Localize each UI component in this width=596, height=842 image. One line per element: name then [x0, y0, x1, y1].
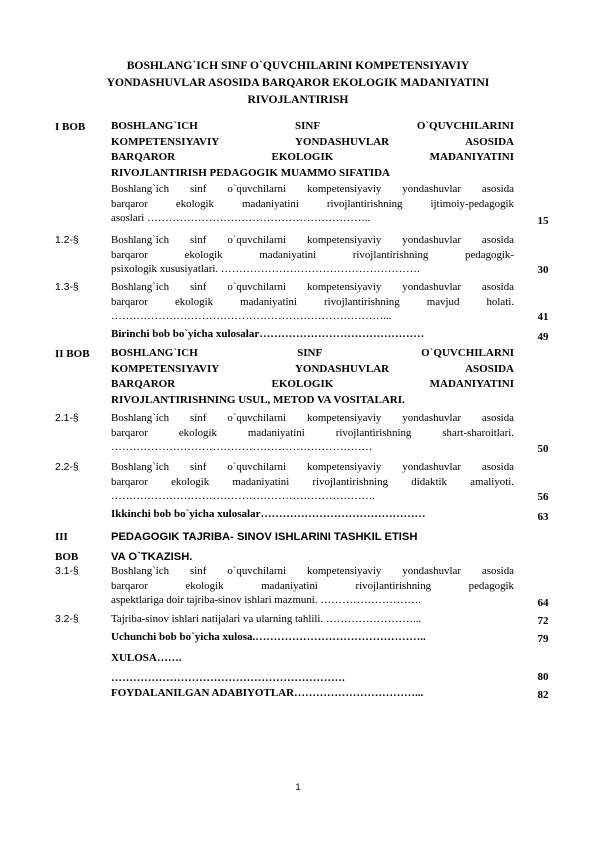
conclusion[interactable] [111, 648, 514, 688]
chapter-1-heading [111, 119, 514, 181]
chapter-3-label [55, 527, 78, 567]
heading-line: RIVOJLANTIRISHNING USUL, METOD VA VOSITALARI. [111, 393, 405, 406]
page-number-summary-1: 49 [537, 331, 549, 343]
page-number-3-2: 72 [537, 615, 549, 627]
section-1-1[interactable] [111, 182, 514, 226]
conclusion-line: ………………………………………………………. [111, 672, 345, 684]
heading-line: VA O`TKAZISH. [111, 551, 193, 563]
page-number-3-1: 64 [537, 597, 549, 609]
chapter-2-summary[interactable]: Ikkinchi bob bo`yicha xulosalar……………………………………… [111, 508, 426, 520]
section-1-3-label: 1.3-§ [55, 282, 79, 293]
chapter-2-heading [111, 346, 514, 408]
page-number-1-1: 15 [537, 215, 549, 227]
section-line: asoslari …………………………………………………….. [111, 212, 371, 225]
section-1-3[interactable] [111, 280, 514, 324]
conclusion-line: XULOSA……. [111, 652, 182, 664]
section-line: ……………………………………………………………… [111, 441, 373, 454]
page-number-summary-2: 63 [537, 511, 549, 523]
section-1-2[interactable] [111, 233, 514, 277]
section-line: Boshlang`ich sinf o`quvchilarni kompetensiyaviy yondashuvlar asosida [111, 565, 514, 577]
heading-line: BOSHLANG`ICH SINF O`QUVCHILARNI [111, 347, 514, 359]
section-line: barqaror ekologik madaniyatini rivojlantirishning pedagogik [111, 579, 514, 592]
section-line: barqaror ekologik madaniyatini rivojlantirishning mavjud holati. [111, 295, 514, 308]
section-2-2[interactable] [111, 460, 514, 504]
heading-line: PEDAGOGIK TAJRIBA- SINOV ISHLARINI TASHKIL ETISH [111, 531, 418, 543]
title-line: BOSHLANG`ICH SINF O`QUVCHILARINI KOMPETENSIYAVIY [126, 59, 470, 72]
section-line: barqaror ekologik madaniyatini rivojlantirishning shart-sharoitlari. [111, 426, 514, 439]
page-number-2-1: 50 [537, 443, 549, 455]
section-3-1[interactable] [111, 564, 514, 608]
heading-line: BOSHLANG`ICH SINF O`QUVCHILARINI [111, 120, 514, 132]
title-line: YONDASHUVLAR ASOSIDA BARQAROR EKOLOGIK MADANIYATINI [106, 76, 490, 89]
page-number-summary-3: 79 [537, 633, 549, 645]
section-line: Boshlang`ich sinf o`quvchilarni kompetensiyaviy yondashuvlar asosida [111, 281, 514, 293]
section-line: aspektlariga doir tajriba-sinov ishlari mazmuni. ………………………. [111, 594, 422, 607]
page-number-1-2: 30 [537, 264, 549, 276]
chapter-3-label-line: BOB [55, 551, 79, 563]
section-line: Boshlang`ich sinf o`quvchilarni kompetensiyaviy yondashuvlar asosida [111, 412, 514, 424]
chapter-1-label: I BOB [55, 121, 86, 133]
chapter-1-summary[interactable]: Birinchi bob bo`yicha xulosalar……………………………………… [111, 328, 425, 340]
section-line: barqaror ekologik madaniyatini rivojlantirishning didaktik amaliyoti. [111, 475, 514, 488]
chapter-3-summary[interactable]: Uchunchi bob bo`yicha xulosa.……………………………………….. [111, 631, 426, 643]
heading-line: RIVOJLANTIRISH PEDAGOGIK MUAMMO SIFATIDA [111, 166, 390, 179]
section-line: psixologik xususiyatlari. ………………………………………………. [111, 263, 420, 276]
page-number-references: 82 [537, 689, 549, 701]
section-line: ………………………………………………………………. [111, 490, 376, 503]
section-3-1-label: 3.1-§ [55, 566, 79, 577]
page-number-2-2: 56 [537, 491, 549, 503]
section-3-2-label: 3.2-§ [55, 614, 79, 625]
chapter-2-label: II BOB [55, 348, 90, 360]
title-line: RIVOJLANTIRISH [247, 93, 349, 106]
heading-line: KOMPETENSIYAVIY YONDASHUVLAR ASOSIDA [111, 362, 514, 375]
page-number-conclusion: 80 [537, 671, 549, 683]
section-line: …………………………………………………………………... [111, 310, 392, 323]
section-line: Tajriba-sinov ishlari natijalari va ularning tahlili. ……………………... [111, 613, 422, 625]
page-number-1-3: 41 [537, 311, 549, 323]
chapter-3-label-line: III [55, 531, 68, 543]
section-2-1[interactable] [111, 411, 514, 455]
chapter-3-heading [111, 527, 514, 567]
section-line: barqaror ekologik madaniyatini rivojlantirishning pedagogik- [111, 248, 514, 261]
heading-line: BARQAROR EKOLOGIK MADANIYATINI [111, 378, 514, 391]
section-line: Boshlang`ich sinf o`quvchilarni kompetensiyaviy yondashuvlar asosida [111, 461, 514, 473]
heading-line: BARQAROR EKOLOGIK MADANIYATINI [111, 151, 514, 164]
section-1-2-label: 1.2-§ [55, 235, 79, 246]
section-2-2-label: 2.2-§ [55, 462, 79, 473]
section-3-2[interactable] [111, 612, 514, 627]
page-title [70, 57, 526, 108]
footer-page-number: 1 [295, 782, 301, 793]
section-line: barqaror ekologik madaniyatini rivojlantirishning ijtimoiy-pedagogik [111, 197, 514, 210]
section-line: Boshlang`ich sinf o`quvchilarni kompetensiyaviy yondashuvlar asosida [111, 183, 514, 195]
references[interactable]: FOYDALANILGAN ADABIYOTLAR……………………………... [111, 687, 424, 699]
section-2-1-label: 2.1-§ [55, 413, 79, 424]
heading-line: KOMPETENSIYAVIY YONDASHUVLAR ASOSIDA [111, 135, 514, 148]
section-line: Boshlang`ich sinf o`quvchilarni kompetensiyaviy yondashuvlar asosida [111, 234, 514, 246]
